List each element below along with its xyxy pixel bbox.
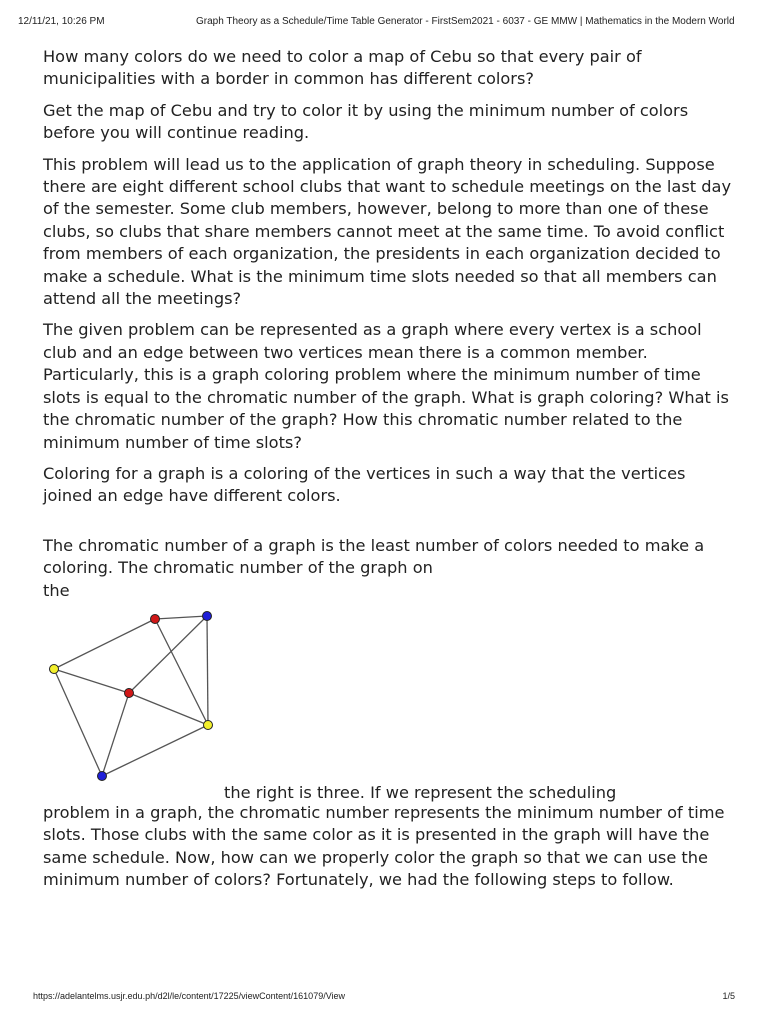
vertex-top-red [151,614,160,623]
edge-leftyellow-bottomblue [54,669,102,776]
edge-topred-topblue [155,616,207,619]
vertex-left-yellow [50,664,59,673]
edge-rightyellow-bottomblue [102,725,208,776]
chromatic-number-tail: the [43,580,70,600]
graph-caption-start: the right is three. If we represent the scheduling [224,782,617,802]
paragraph-graph-coloring-definition: Coloring for a graph is a coloring of the vertices in such a way that the vertices joined an edge have different colors. [43,463,686,506]
print-datetime: 12/11/21, 10:26 PM [18,16,105,27]
paragraph-scheduling-problem: This problem will lead us to the application of graph theory in scheduling. Suppose there are eight different school clubs that want to schedule meetings on the last day of the semester. Some club members, however, belong to more than one of these clubs, so clubs that share members cannot meet at the same time. To avoid conflict from members of each organization, the presidents in each organization decided to make a schedule. What is the minimum time slots needed so that all members can attend all the meetings? [43,154,732,309]
edge-topred-leftyellow [54,619,155,669]
graph-coloring-figure [45,602,220,802]
paragraph-scheduling-coloring: problem in a graph, the chromatic number represents the minimum number of time slots. Those clubs with the same color as it is presented in the graph will have the same schedule. Now, how can we properly color the graph so that we can use the minimum number of colors? Fortunately, we had the following steps to follow. [43,802,725,890]
paragraph-chromatic-number [43,535,733,602]
vertex-top-blue [203,611,212,620]
edge-leftyellow-centerred [54,669,129,693]
edge-topblue-centerred [129,616,207,693]
graph-figure-block [43,602,733,802]
edge-centerred-rightyellow [129,693,208,725]
graph-vertices [50,611,213,780]
paragraph-cebu-question: How many colors do we need to color a map of Cebu so that every pair of municipalities with a border in common has different colors? [43,47,642,89]
edge-centerred-bottomblue [102,693,129,776]
page-url: https://adelantelms.usjr.edu.ph/d2l/le/content/17225/viewContent/161079/View [33,991,346,1001]
vertex-right-yellow [204,720,213,729]
print-page-title: Graph Theory as a Schedule/Time Table Generator - FirstSem2021 - 6037 - GE MMW | Mathematics in the Modern World [196,16,735,27]
edge-topred-rightyellow [155,619,208,725]
print-footer [33,991,735,1007]
chromatic-number-text: The chromatic number of a graph is the least number of colors needed to make a coloring. The chromatic number of the graph on [43,535,705,578]
page-number: 1/5 [722,991,735,1001]
edge-topblue-rightyellow [207,616,208,725]
document-content [43,46,733,901]
vertex-bottom-blue [98,771,107,780]
paragraph-graph-representation: The given problem can be represented as a graph where every vertex is a school club and an edge between two vertices mean there is a common member. Particularly, this is a graph coloring problem where the minimum number of time slots is equal to the chromatic number of the graph. What is graph coloring? What is the chromatic number of the graph? How this chromatic number related to the minimum number of time slots? [43,320,729,452]
paragraph-map-instruction: Get the map of Cebu and try to color it by using the minimum number of colors before you will continue reading. [43,100,689,143]
print-header [18,16,750,32]
vertex-center-red [125,688,134,697]
